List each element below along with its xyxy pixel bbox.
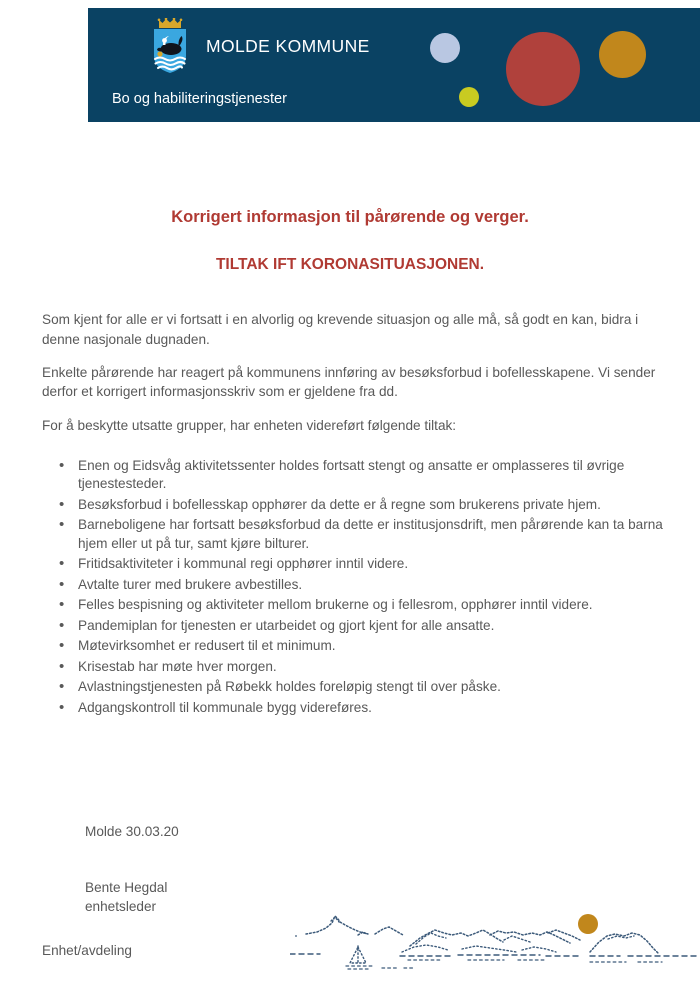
light-blue-circle-decoration	[430, 33, 460, 63]
footer-unit-label: Enhet/avdeling	[42, 943, 132, 958]
list-item: • Avtalte turer med brukere avbestilles.	[78, 576, 670, 594]
sun-icon	[578, 914, 598, 934]
brand-name: MOLDE KOMMUNE	[206, 35, 370, 56]
list-item: • Adgangskontroll til kommunale bygg videreføres.	[78, 699, 670, 717]
intro-paragraphs	[0, 310, 700, 434]
page-subtitle: TILTAK IFT KORONASITUASJONEN.	[215, 255, 485, 273]
sailboat	[346, 946, 414, 969]
list-item: • Krisestab har møte hver morgen.	[78, 658, 670, 676]
signature-place-date: Molde 30.03.20	[85, 824, 179, 840]
signature-title: enhetsleder	[85, 898, 157, 914]
document-body	[0, 122, 700, 916]
unit-name: Bo og habiliteringstjenester	[112, 91, 287, 107]
molde-coat-of-arms-icon	[148, 18, 192, 74]
brand-row	[148, 18, 370, 74]
list-item: • Møtevirksomhet er redusert til et minimum.	[78, 637, 670, 655]
signature-spacer	[85, 841, 700, 879]
list-item: • Avlastningstjenesten på Røbekk holdes foreløpig stengt til over påske.	[78, 678, 670, 696]
list-item: • Felles bespisning og aktiviteter mellom brukerne og i fellesrom, opphører inntil videre.	[78, 596, 670, 614]
red-circle-decoration	[506, 32, 580, 106]
footer	[0, 900, 700, 990]
paragraph-2: Enkelte pårørende har reagert på kommunens innføring av besøksforbud i bofellesskapene. Vi sender derfor et korrigert informasjonsskriv som er gjeldene fra dd.	[42, 364, 656, 400]
list-item: • Fritidsaktiviteter i kommunal regi opphører inntil videre.	[78, 555, 670, 573]
measures-list	[0, 457, 700, 717]
signature-name: Bente Hegdal	[85, 880, 168, 896]
list-item: • Enen og Eidsvåg aktivitetssenter holdes fortsatt stengt og ansatte er omplasseres til øvrige tjenestesteder.	[78, 457, 670, 494]
paragraph-3: For å beskytte utsatte grupper, har enheten videreført følgende tiltak:	[42, 417, 457, 433]
yellow-circle-decoration	[459, 87, 479, 107]
paragraph-1: Som kjent for alle er vi fortsatt i en alvorlig og krevende situasjon og alle må, så godt en kan, bidra i denne nasjonale dugnaden.	[42, 312, 639, 347]
page-title: Korrigert informasjon til pårørende og verger.	[171, 208, 529, 226]
list-item: • Barneboligene har fortsatt besøksforbud da dette er institusjonsdrift, men pårørende kan ta barna hjem eller ut på tur, samt kjøre bilturer.	[78, 516, 670, 553]
list-item: • Besøksforbud i bofellesskap opphører da dette er å regne som brukerens private hjem.	[78, 496, 670, 514]
heading-block	[0, 208, 700, 274]
orange-circle-decoration	[599, 31, 646, 78]
header-banner	[88, 8, 700, 122]
list-item: • Pandemiplan for tjenesten er utarbeidet og gjort kjent for alle ansatte.	[78, 617, 670, 635]
